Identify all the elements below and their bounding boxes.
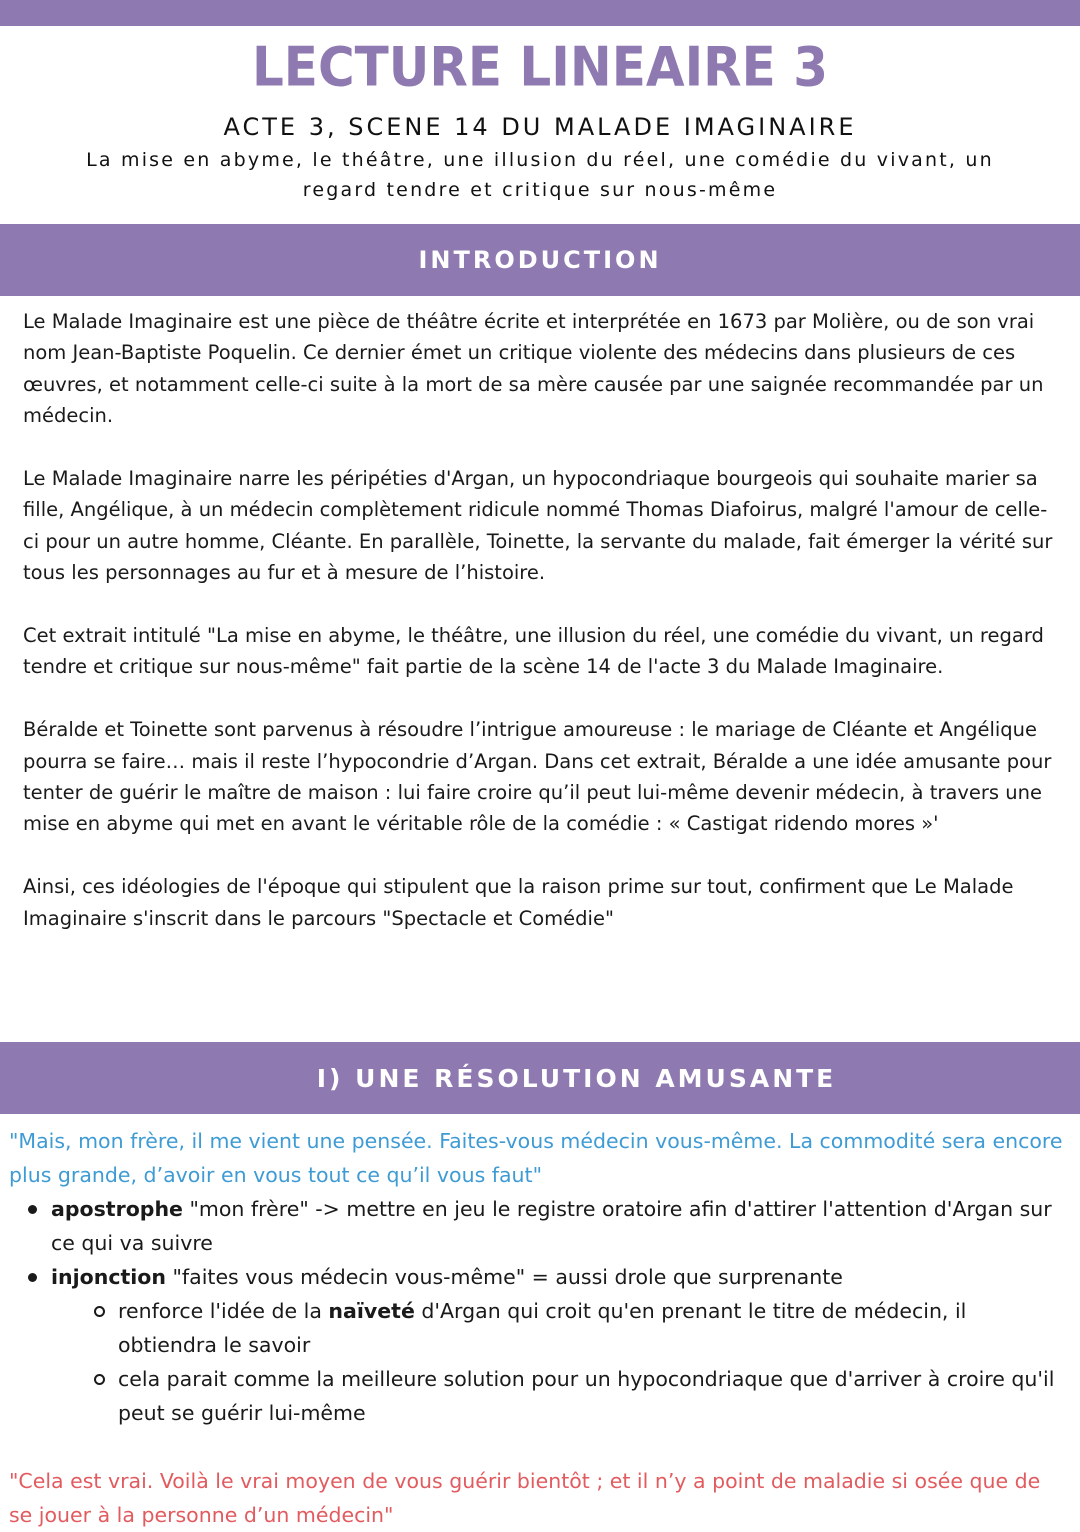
- sub-bullet-text: cela parait comme la meilleure solution pour un hypocondriaque que d'arriver à croire qu'il peut se guérir lui-même: [118, 1367, 1055, 1425]
- introduction-heading: INTRODUCTION: [418, 246, 662, 274]
- bullet-text: "faites vous médecin vous-même" = aussi drole que surprenante: [165, 1265, 843, 1289]
- sub-bullet-naivete: [51, 1294, 1064, 1362]
- intro-paragraph: Béralde et Toinette sont parvenus à résoudre l’intrigue amoureuse : le mariage de Cléante et Angélique pourra se faire… mais il reste l’hypocondrie d’Argan. Dans cet extrait, Béralde a une idée amusante pour tenter de guérir le maître de maison : lui faire croire qu’il peut lui-même devenir médecin, à travers une mise en abyme qui met en avant le véritable rôle de la comédie : « Castigat ridendo mores »': [23, 718, 1052, 836]
- quote-red: "Cela est vrai. Voilà le vrai moyen de vous guérir bientôt ; et il n’y a point de maladie si osée que de se jouer à la personne d’un médecin": [9, 1469, 1041, 1527]
- intro-paragraph: Ainsi, ces idéologies de l'époque qui stipulent que la raison prime sur tout, confirment que Le Malade Imaginaire s'inscrit dans le parcours "Spectacle et Comédie": [23, 875, 1014, 930]
- sub-bullet-text: d'Argan qui croit qu'en prenant le titre de médecin, il obtiendra le savoir: [118, 1299, 967, 1357]
- quote-blue: "Mais, mon frère, il me vient une pensée. Faites-vous médecin vous-même. La commodité sera encore plus grande, d’avoir en vous tout ce qu’il vous faut": [9, 1129, 1063, 1187]
- bullet-injonction: [24, 1260, 1064, 1430]
- bullet-term: injonction: [51, 1265, 166, 1289]
- introduction-body: [23, 306, 1063, 965]
- sub-bullet-solution: [51, 1362, 1064, 1430]
- intro-paragraph: Cet extrait intitulé "La mise en abyme, le théâtre, une illusion du réel, une comédie du vivant, un regard tendre et critique sur nous-même" fait partie de la scène 14 de l'acte 3 du Malade Imaginaire.: [23, 624, 1044, 679]
- page-tagline: [30, 145, 1050, 205]
- tagline-line-2: regard tendre et critique sur nous-même: [302, 179, 778, 201]
- page-title: LECTURE LINEAIRE 3: [251, 35, 829, 99]
- analysis-list: [24, 1192, 1064, 1430]
- intro-paragraph: Le Malade Imaginaire est une pièce de théâtre écrite et interprétée en 1673 par Molière, ou de son vrai nom Jean-Baptiste Poquelin. Ce dernier émet un critique violente des médecins dans plusieurs de ces œuvres, et notamment celle-ci suite à la mort de sa mère causée par une saignée recommandée par un médecin.: [23, 310, 1044, 428]
- sub-bullet-term: naïveté: [328, 1299, 415, 1323]
- intro-paragraph: Le Malade Imaginaire narre les péripéties d'Argan, un hypocondriaque bourgeois qui souhaite marier sa fille, Angélique, à un médecin complètement ridicule nommé Thomas Diafoirus, malgré l'amour de celle-ci pour un autre homme, Cléante. En parallèle, Toinette, la servante du malade, fait émerger la vérité sur tous les personnages au fur et à mesure de l’histoire.: [23, 467, 1053, 585]
- tagline-line-1: La mise en abyme, le théâtre, une illusion du réel, une comédie du vivant, un: [86, 149, 994, 171]
- part1-heading: I) UNE RÉSOLUTION AMUSANTE: [316, 1063, 837, 1093]
- page-subtitle: ACTE 3, SCENE 14 DU MALADE IMAGINAIRE: [223, 113, 857, 141]
- bullet-text: "mon frère" -> mettre en jeu le registre oratoire afin d'attirer l'attention d'Argan sur ce qui va suivre: [51, 1197, 1052, 1255]
- bullet-term: apostrophe: [51, 1197, 183, 1221]
- sub-bullet-text: renforce l'idée de la: [118, 1299, 329, 1323]
- introduction-heading-band: [0, 224, 1080, 296]
- bullet-apostrophe: [24, 1192, 1064, 1260]
- top-accent-bar: [0, 0, 1080, 26]
- part1-heading-band: [0, 1042, 1080, 1114]
